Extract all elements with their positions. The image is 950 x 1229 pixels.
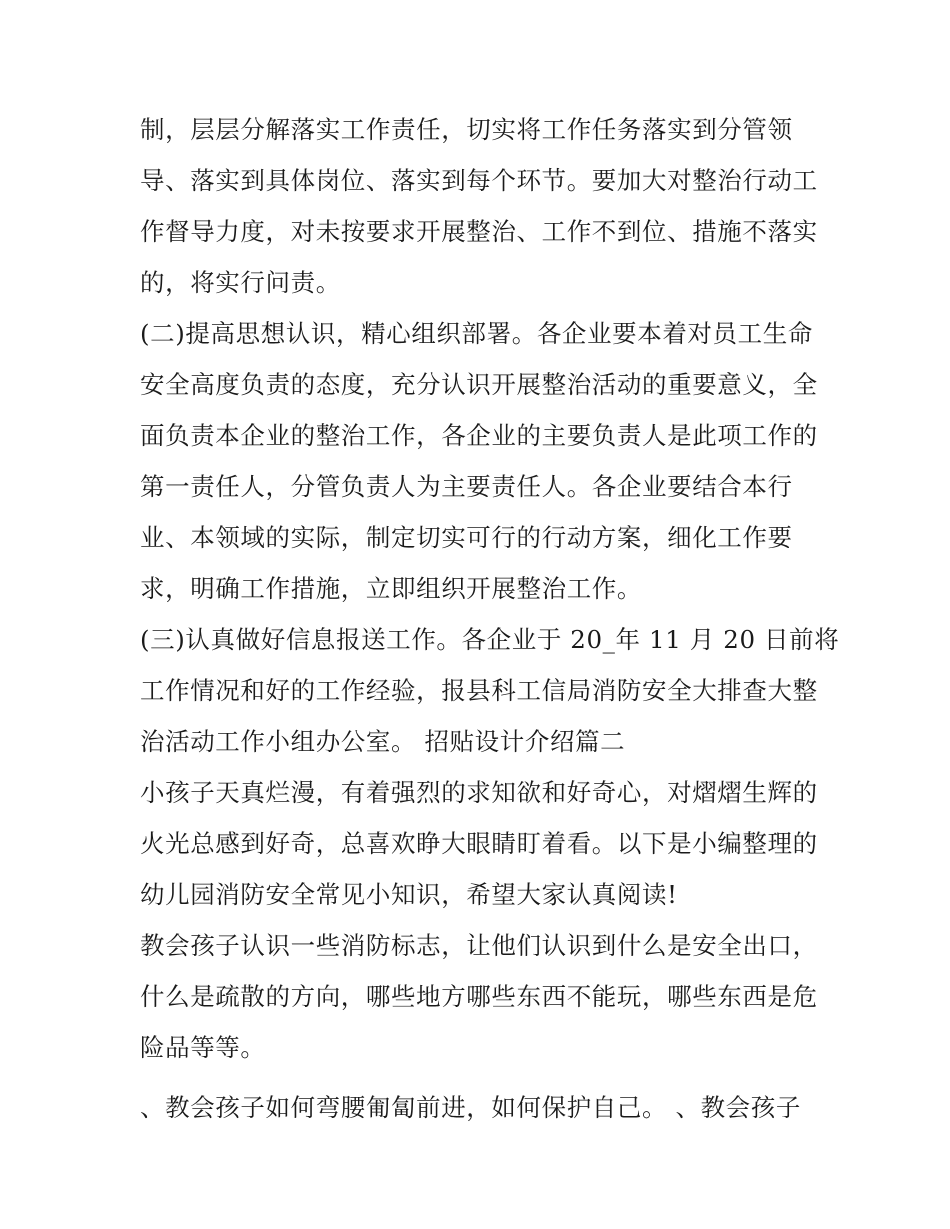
text-line: 作督导力度，对未按要求开展整治、工作不到位、措施不落实 (140, 217, 818, 246)
text-line: 什么是疏散的方向，哪些地方哪些东西不能玩，哪些东西是危 (140, 982, 818, 1011)
text-line: 导、落实到具体岗位、落实到每个环节。要加大对整治行动工 (140, 166, 818, 195)
text-line: 、教会孩子如何弯腰匍匐前进，如何保护自己。 、教会孩子 (140, 1093, 801, 1122)
text-line: (二)提高思想认识，精心组织部署。各企业要本着对员工生命 (140, 319, 813, 348)
text-line: 工作情况和好的工作经验，报县科工信局消防安全大排查大整 (140, 676, 818, 705)
text-line: 险品等等。 (140, 1033, 266, 1062)
text-line: 的，将实行问责。 (140, 268, 341, 297)
text-line: 面负责本企业的整治工作，各企业的主要负责人是此项工作的 (140, 421, 818, 450)
text-line: 求，明确工作措施，立即组织开展整治工作。 (140, 574, 642, 603)
text-line: (三)认真做好信息报送工作。各企业于 20_年 11 月 20 日前将 (140, 625, 840, 654)
document-body (140, 104, 840, 1133)
text-line: 制，层层分解落实工作责任，切实将工作任务落实到分管领 (140, 115, 793, 144)
text-line: 教会孩子认识一些消防标志，让他们认识到什么是安全出口， (140, 931, 818, 960)
text-line: 安全高度负责的态度，充分认识开展整治活动的重要意义，全 (140, 370, 818, 399)
text-line: 第一责任人，分管负责人为主要责任人。各企业要结合本行 (140, 472, 793, 501)
text-line: 幼儿园消防安全常见小知识，希望大家认真阅读! (140, 880, 678, 909)
text-line: 治活动工作小组办公室。 招贴设计介绍篇二 (140, 727, 626, 756)
text-line: 火光总感到好奇，总喜欢睁大眼睛盯着看。以下是小编整理的 (140, 829, 818, 858)
text-line: 小孩子天真烂漫，有着强烈的求知欲和好奇心，对熠熠生辉的 (140, 778, 818, 807)
text-line: 业、本领域的实际，制定切实可行的行动方案，细化工作要 (140, 523, 793, 552)
